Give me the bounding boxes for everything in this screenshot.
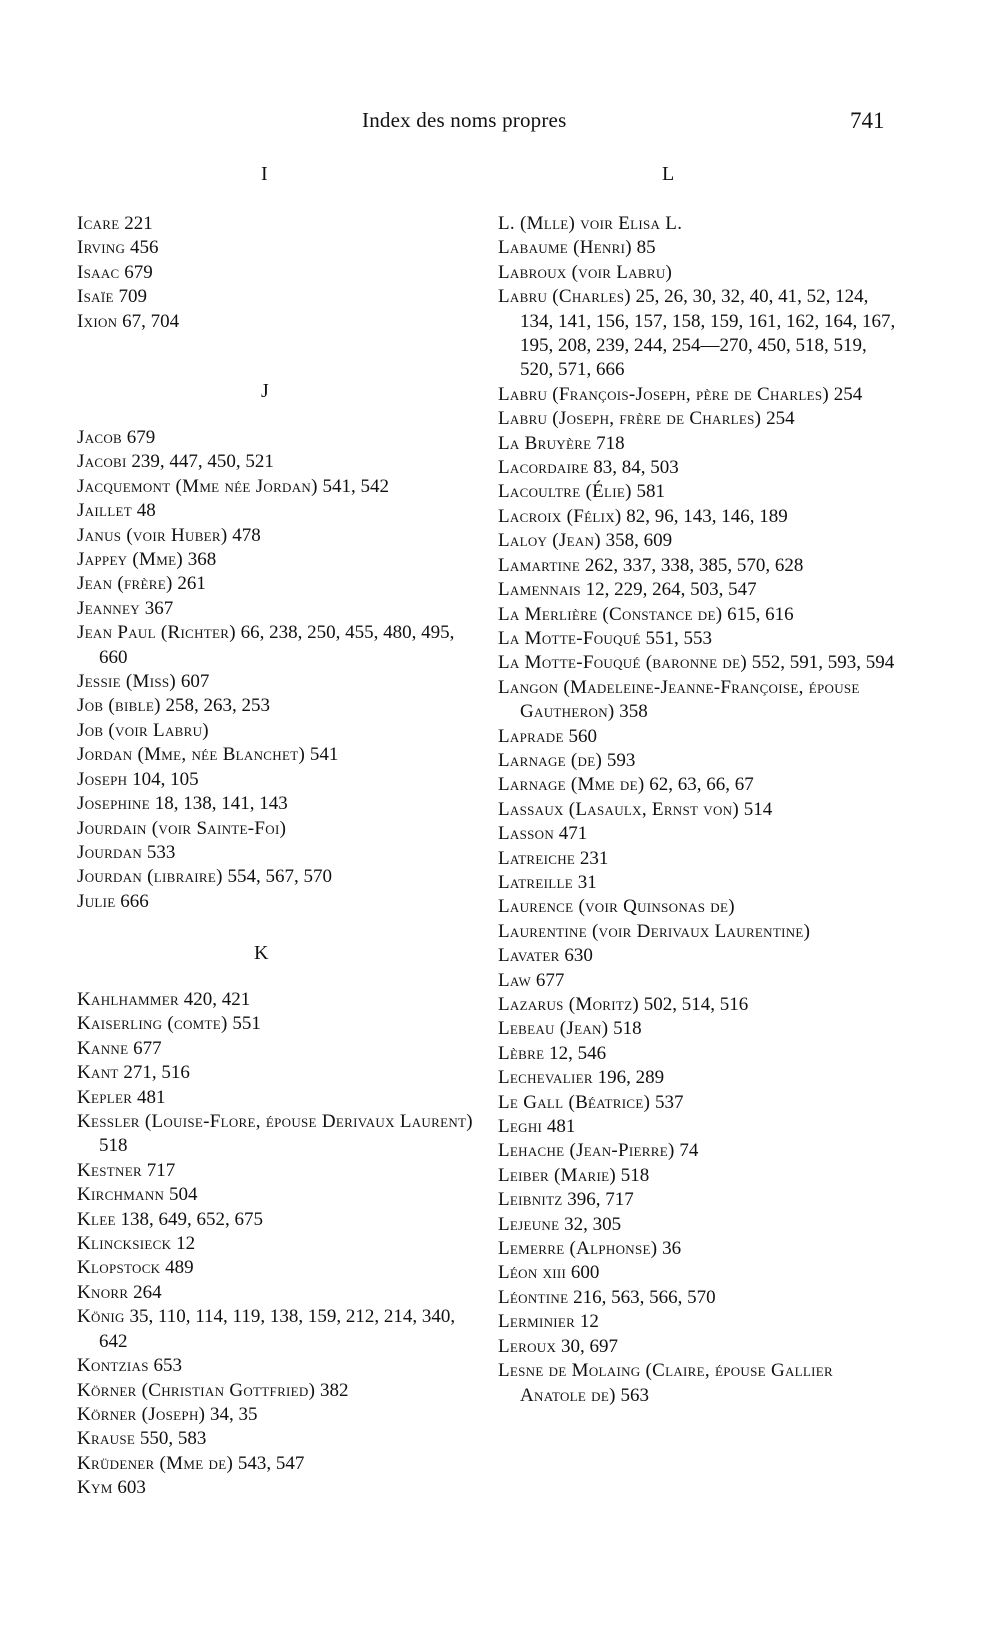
entry-name: La Bruyère bbox=[498, 432, 592, 454]
entry-name: Körner (Christian Gottfried) bbox=[77, 1379, 316, 1401]
entry-pages: 12, 546 bbox=[549, 1042, 607, 1064]
entry-pages: 271, 516 bbox=[123, 1062, 190, 1084]
index-entry bbox=[498, 1359, 898, 1408]
index-entry bbox=[498, 725, 898, 749]
entry-name: Lechevalier bbox=[498, 1067, 593, 1089]
index-entry bbox=[498, 1335, 898, 1359]
entry-name: Lacordaire bbox=[498, 457, 589, 479]
index-entry bbox=[77, 450, 477, 474]
entry-pages: 603 bbox=[117, 1477, 146, 1499]
entry-name: Kym bbox=[77, 1477, 113, 1499]
entry-name: Kestner bbox=[77, 1159, 142, 1181]
entry-pages: 396, 717 bbox=[567, 1189, 634, 1211]
entry-name: Jourdan (libraire) bbox=[77, 866, 223, 888]
entry-pages: 541, 542 bbox=[322, 475, 389, 497]
index-entry bbox=[498, 1115, 898, 1139]
entry-pages: 653 bbox=[153, 1355, 182, 1377]
index-entry bbox=[498, 383, 898, 407]
entry-pages: 563 bbox=[620, 1384, 649, 1406]
index-entry bbox=[498, 822, 898, 846]
index-entry bbox=[498, 578, 898, 602]
index-entry bbox=[498, 749, 898, 773]
index-entry bbox=[77, 768, 477, 792]
entry-pages: 551 bbox=[232, 1013, 261, 1035]
entry-pages: 231 bbox=[579, 847, 609, 869]
entry-pages: 537 bbox=[654, 1091, 684, 1113]
index-entry bbox=[77, 548, 477, 572]
entry-name: Law bbox=[498, 969, 532, 991]
entry-name: Knorr bbox=[77, 1281, 129, 1303]
entry-name: Leroux bbox=[498, 1335, 557, 1357]
index-entry bbox=[498, 529, 898, 553]
entry-name: Körner (Joseph) bbox=[77, 1403, 206, 1425]
entry-pages: 718 bbox=[596, 432, 625, 454]
page-number: 741 bbox=[850, 108, 885, 133]
entry-name: Lavater bbox=[498, 945, 560, 967]
index-entry bbox=[498, 1310, 898, 1334]
entry-name: Latreille bbox=[498, 871, 573, 893]
index-entry bbox=[77, 1183, 477, 1207]
index-entry bbox=[498, 676, 898, 725]
entry-name: Isaac bbox=[77, 261, 120, 283]
entry-pages: 254 bbox=[766, 408, 795, 430]
entry-pages: 12 bbox=[176, 1233, 196, 1255]
entry-name: Lamennais bbox=[498, 579, 581, 601]
index-entry bbox=[498, 1164, 898, 1188]
entry-pages: 12 bbox=[579, 1311, 599, 1333]
index-entry bbox=[498, 627, 898, 651]
index-entry bbox=[77, 890, 477, 914]
entry-pages: 709 bbox=[118, 286, 147, 308]
entry-name: Isaïe bbox=[77, 286, 114, 308]
entry-pages: 607 bbox=[180, 671, 210, 693]
entry-name: Labru (Charles) bbox=[498, 286, 631, 308]
entry-name: Lemerre (Alphonse) bbox=[498, 1238, 658, 1260]
entry-name: Labru (François-Joseph, père de Charles) bbox=[498, 383, 830, 405]
entry-name: La Merlière (Constance de) bbox=[498, 603, 723, 625]
entry-name: Lèbre bbox=[498, 1042, 545, 1064]
entry-name: Klee bbox=[77, 1208, 116, 1230]
index-entry bbox=[77, 426, 477, 450]
entry-pages: 34, 35 bbox=[210, 1403, 258, 1425]
entry-name: Krüdener (Mme de) bbox=[77, 1452, 234, 1474]
index-entry bbox=[77, 285, 179, 309]
entry-pages: 677 bbox=[535, 969, 565, 991]
entry-pages: 560 bbox=[568, 725, 597, 747]
entry-pages: 83, 84, 503 bbox=[593, 457, 679, 479]
index-entry bbox=[498, 480, 898, 504]
entry-name: Lasson bbox=[498, 823, 555, 845]
index-entry bbox=[498, 261, 898, 285]
entry-name: L. (Mlle) voir Elisa L. bbox=[498, 213, 683, 234]
entry-pages: 358 bbox=[619, 701, 648, 723]
index-entry bbox=[498, 432, 898, 456]
entry-name: Klincksieck bbox=[77, 1233, 172, 1255]
entry-pages: 541 bbox=[309, 744, 339, 766]
entry-pages: 666 bbox=[120, 890, 149, 912]
entry-pages: 717 bbox=[146, 1159, 176, 1181]
index-entry bbox=[77, 694, 477, 718]
entry-name: Larnage (de) bbox=[498, 749, 603, 771]
entry-name: Krause bbox=[77, 1428, 136, 1450]
index-entry bbox=[498, 944, 898, 968]
entry-name: Lehache (Jean-Pierre) bbox=[498, 1140, 675, 1162]
entry-name: Josephine bbox=[77, 793, 150, 815]
entry-name: Joseph bbox=[77, 768, 128, 790]
entry-pages: 196, 289 bbox=[597, 1067, 665, 1089]
entry-name: Jacob bbox=[77, 427, 123, 448]
entry-name: Leibnitz bbox=[498, 1189, 563, 1211]
entry-name: Jaillet bbox=[77, 500, 132, 522]
entry-name: Laloy (Jean) bbox=[498, 530, 601, 552]
index-entry bbox=[77, 988, 477, 1012]
entry-pages: 615, 616 bbox=[727, 603, 794, 625]
entry-name: Larnage (Mme de) bbox=[498, 774, 645, 796]
section-letter-k: K bbox=[254, 942, 269, 964]
entry-name: Kontzias bbox=[77, 1355, 149, 1377]
entry-pages: 677 bbox=[133, 1037, 162, 1059]
entry-name: Léontine bbox=[498, 1286, 569, 1308]
entry-pages: 593 bbox=[606, 749, 636, 771]
entry-name: Labaume (Henri) bbox=[498, 237, 632, 259]
index-entry bbox=[77, 1061, 477, 1085]
entry-name: Ixion bbox=[77, 310, 118, 332]
entry-pages: 679 bbox=[124, 261, 153, 283]
entry-pages: 67, 704 bbox=[122, 310, 180, 332]
entry-name: La Motte-Fouqué (baronne de) bbox=[498, 652, 747, 674]
entry-name: Jourdan bbox=[77, 841, 143, 863]
index-entry bbox=[77, 572, 477, 596]
entry-name: Labru (Joseph, frère de Charles) bbox=[498, 408, 762, 430]
entry-pages: 12, 229, 264, 503, 547 bbox=[585, 579, 757, 601]
index-entry bbox=[77, 719, 477, 743]
index-entry bbox=[77, 1281, 477, 1305]
index-entry bbox=[498, 554, 898, 578]
entry-name: Leiber (Marie) bbox=[498, 1164, 616, 1186]
entry-name: Laprade bbox=[498, 725, 564, 747]
index-entry bbox=[498, 773, 898, 797]
entry-pages: 262, 337, 338, 385, 570, 628 bbox=[584, 554, 804, 576]
index-entry bbox=[77, 1476, 477, 1500]
entry-pages: 85 bbox=[636, 237, 656, 259]
section-letter-j: J bbox=[261, 380, 269, 402]
entry-pages: 456 bbox=[130, 237, 159, 259]
entry-name: Kessler (Louise-Flore, épouse Derivaux Laurent) bbox=[77, 1111, 473, 1133]
entry-pages: 518 bbox=[620, 1164, 650, 1186]
index-entry bbox=[77, 236, 179, 260]
entry-name: Irving bbox=[77, 237, 126, 259]
entry-name: Leghi bbox=[498, 1116, 543, 1138]
entry-pages: 502, 514, 516 bbox=[643, 994, 749, 1015]
entry-pages: 518 bbox=[99, 1135, 128, 1157]
index-entry bbox=[498, 1237, 898, 1261]
entry-name: Laurence (voir Quinsonas de) bbox=[498, 896, 735, 918]
entry-pages: 600 bbox=[570, 1262, 600, 1284]
entry-pages: 368 bbox=[187, 549, 217, 571]
entry-pages: 504 bbox=[168, 1184, 198, 1206]
index-entry bbox=[77, 212, 179, 236]
index-entry bbox=[77, 524, 477, 548]
index-entry bbox=[498, 505, 898, 529]
entry-name: König bbox=[77, 1306, 125, 1328]
index-entry bbox=[77, 310, 179, 334]
entry-name: Lesne de Molaing (Claire, épouse Gallier Anatole de) bbox=[498, 1360, 833, 1406]
index-entry bbox=[77, 865, 477, 889]
index-entry bbox=[498, 1261, 898, 1285]
entry-pages: 82, 96, 143, 146, 189 bbox=[626, 505, 788, 527]
entry-name: Latreiche bbox=[498, 847, 576, 869]
entry-name: Klopstock bbox=[77, 1257, 161, 1279]
entry-name: Léon xiii bbox=[498, 1262, 567, 1284]
entry-name: Julie bbox=[77, 890, 116, 912]
entry-name: Lacoultre (Élie) bbox=[498, 481, 632, 503]
entry-pages: 581 bbox=[636, 481, 666, 503]
entry-name: Lebeau (Jean) bbox=[498, 1018, 609, 1040]
section-i-entries bbox=[77, 212, 179, 334]
index-entry bbox=[498, 1139, 898, 1163]
index-entry bbox=[498, 895, 898, 919]
entry-pages: 264 bbox=[133, 1281, 162, 1303]
entry-name: Jacobi bbox=[77, 451, 127, 473]
entry-pages: 550, 583 bbox=[139, 1428, 207, 1450]
entry-pages: 48 bbox=[136, 500, 156, 522]
entry-pages: 543, 547 bbox=[237, 1452, 305, 1474]
index-entry bbox=[77, 1110, 477, 1159]
index-entry bbox=[77, 817, 477, 841]
section-j-entries bbox=[77, 426, 477, 914]
index-entry bbox=[77, 499, 477, 523]
entry-pages: 518 bbox=[613, 1018, 642, 1040]
index-entry bbox=[77, 670, 477, 694]
index-entry bbox=[498, 1017, 898, 1041]
entry-pages: 36 bbox=[662, 1238, 682, 1260]
entry-pages: 481 bbox=[137, 1086, 166, 1108]
index-entry bbox=[498, 1066, 898, 1090]
index-entry bbox=[77, 841, 477, 865]
index-entry bbox=[498, 1286, 898, 1310]
entry-name: Kepler bbox=[77, 1086, 133, 1108]
index-entry bbox=[77, 261, 179, 285]
index-entry bbox=[77, 1379, 477, 1403]
entry-name: Kirchmann bbox=[77, 1184, 165, 1206]
entry-name: Labroux (voir Labru) bbox=[498, 261, 673, 283]
entry-name: Job (bible) bbox=[77, 695, 161, 717]
entry-pages: 552, 591, 593, 594 bbox=[751, 652, 895, 674]
index-entry bbox=[77, 743, 477, 767]
entry-pages: 239, 447, 450, 521 bbox=[131, 451, 274, 473]
index-entry bbox=[77, 1086, 477, 1110]
index-entry bbox=[77, 1256, 477, 1280]
entry-name: Jean Paul (Richter) bbox=[77, 622, 236, 644]
index-entry bbox=[498, 407, 898, 431]
entry-pages: 35, 110, 114, 119, 138, 159, 212, 214, 340, 642 bbox=[99, 1306, 456, 1352]
entry-name: Jourdain (voir Sainte-Foi) bbox=[77, 817, 287, 839]
entry-name: Jeanney bbox=[77, 597, 140, 619]
entry-name: Job (voir Labru) bbox=[77, 719, 209, 741]
entry-name: Kanne bbox=[77, 1037, 129, 1059]
entry-pages: 104, 105 bbox=[132, 768, 199, 790]
entry-name: Kaiserling (comte) bbox=[77, 1013, 228, 1035]
index-entry bbox=[77, 1159, 477, 1183]
entry-pages: 254 bbox=[833, 383, 863, 405]
entry-pages: 261 bbox=[177, 573, 206, 595]
entry-pages: 25, 26, 30, 32, 40, 41, 52, 124, 134, 141, 156, 157, 158, 159, 161, 162, 164, 167, 195, 208, 239, 244, 254—270, 450, 518, 519, 520, 571, 666 bbox=[520, 286, 896, 381]
index-entry bbox=[498, 969, 898, 993]
entry-pages: 382 bbox=[319, 1379, 349, 1401]
index-entry bbox=[498, 1042, 898, 1066]
entry-name: Lerminier bbox=[498, 1311, 576, 1333]
entry-pages: 514 bbox=[743, 798, 773, 820]
entry-name: Jordan (Mme, née Blanchet) bbox=[77, 744, 306, 766]
entry-name: Kant bbox=[77, 1062, 119, 1084]
index-entry bbox=[498, 603, 898, 627]
index-entry bbox=[498, 1091, 898, 1115]
index-entry bbox=[498, 236, 898, 260]
entry-name: Langon (Madeleine-Jeanne-Françoise, épouse Gautheron) bbox=[498, 676, 860, 723]
index-entry bbox=[77, 1403, 477, 1427]
entry-name: Icare bbox=[77, 213, 120, 234]
index-entry bbox=[77, 1037, 477, 1061]
entry-pages: 221 bbox=[124, 213, 153, 234]
entry-pages: 74 bbox=[679, 1140, 699, 1162]
section-l-entries bbox=[498, 212, 898, 1408]
entry-name: La Motte-Fouqué bbox=[498, 627, 641, 649]
index-entry bbox=[77, 1452, 477, 1476]
section-k-entries bbox=[77, 988, 477, 1501]
entry-name: Jacquemont (Mme née Jordan) bbox=[77, 475, 318, 497]
index-entry bbox=[77, 1305, 477, 1354]
entry-name: Kahlhammer bbox=[77, 989, 179, 1010]
entry-pages: 30, 697 bbox=[560, 1335, 618, 1357]
index-entry bbox=[77, 1232, 477, 1256]
entry-pages: 66, 238, 250, 455, 480, 495, 660 bbox=[99, 622, 455, 668]
entry-pages: 554, 567, 570 bbox=[227, 866, 333, 888]
entry-name: Jean (frère) bbox=[77, 573, 173, 595]
index-entry bbox=[77, 1208, 477, 1232]
entry-name: Laurentine (voir Derivaux Laurentine) bbox=[498, 920, 811, 942]
index-entry bbox=[498, 847, 898, 871]
entry-pages: 533 bbox=[146, 841, 176, 863]
entry-name: Lejeune bbox=[498, 1213, 560, 1235]
entry-pages: 216, 563, 566, 570 bbox=[573, 1286, 716, 1308]
index-entry bbox=[498, 651, 898, 675]
entry-name: Jessie (Miss) bbox=[77, 671, 177, 693]
entry-name: Janus (voir Huber) bbox=[77, 524, 228, 546]
index-entry bbox=[498, 1213, 898, 1237]
index-entry bbox=[498, 212, 898, 236]
index-entry bbox=[77, 1354, 477, 1378]
index-entry bbox=[77, 1012, 477, 1036]
entry-pages: 32, 305 bbox=[564, 1213, 622, 1235]
index-entry bbox=[498, 798, 898, 822]
entry-pages: 420, 421 bbox=[183, 989, 251, 1010]
index-entry bbox=[77, 1427, 477, 1451]
entry-pages: 138, 649, 652, 675 bbox=[120, 1208, 263, 1230]
entry-name: Lamartine bbox=[498, 554, 581, 576]
index-entry bbox=[77, 475, 477, 499]
index-entry bbox=[498, 993, 898, 1017]
entry-name: Lazarus (Moritz) bbox=[498, 994, 639, 1015]
section-letter-i: I bbox=[261, 163, 268, 185]
entry-pages: 478 bbox=[232, 524, 261, 546]
index-entry bbox=[498, 1188, 898, 1212]
entry-name: Jappey (Mme) bbox=[77, 549, 183, 571]
entry-name: Lacroix (Félix) bbox=[498, 505, 622, 527]
index-entry bbox=[498, 920, 898, 944]
entry-pages: 62, 63, 66, 67 bbox=[649, 774, 754, 796]
entry-pages: 258, 263, 253 bbox=[165, 695, 270, 717]
entry-pages: 551, 553 bbox=[645, 627, 712, 649]
section-letter-l: L bbox=[662, 163, 675, 185]
entry-name: Lassaux (Lasaulx, Ernst von) bbox=[498, 798, 740, 820]
entry-name: Le Gall (Béatrice) bbox=[498, 1091, 651, 1113]
entry-pages: 358, 609 bbox=[605, 530, 673, 552]
index-entry bbox=[498, 285, 898, 383]
entry-pages: 471 bbox=[558, 823, 588, 845]
entry-pages: 489 bbox=[165, 1257, 194, 1279]
index-entry bbox=[498, 871, 898, 895]
entry-pages: 367 bbox=[144, 597, 174, 619]
entry-pages: 481 bbox=[546, 1116, 576, 1138]
entry-pages: 679 bbox=[126, 427, 156, 448]
index-entry bbox=[77, 792, 477, 816]
entry-pages: 31 bbox=[577, 871, 597, 893]
index-entry bbox=[77, 621, 477, 670]
entry-pages: 630 bbox=[564, 945, 593, 967]
entry-pages: 18, 138, 141, 143 bbox=[154, 793, 288, 815]
index-entry bbox=[498, 456, 898, 480]
running-header-title: Index des noms propres bbox=[362, 108, 567, 132]
index-entry bbox=[77, 597, 477, 621]
